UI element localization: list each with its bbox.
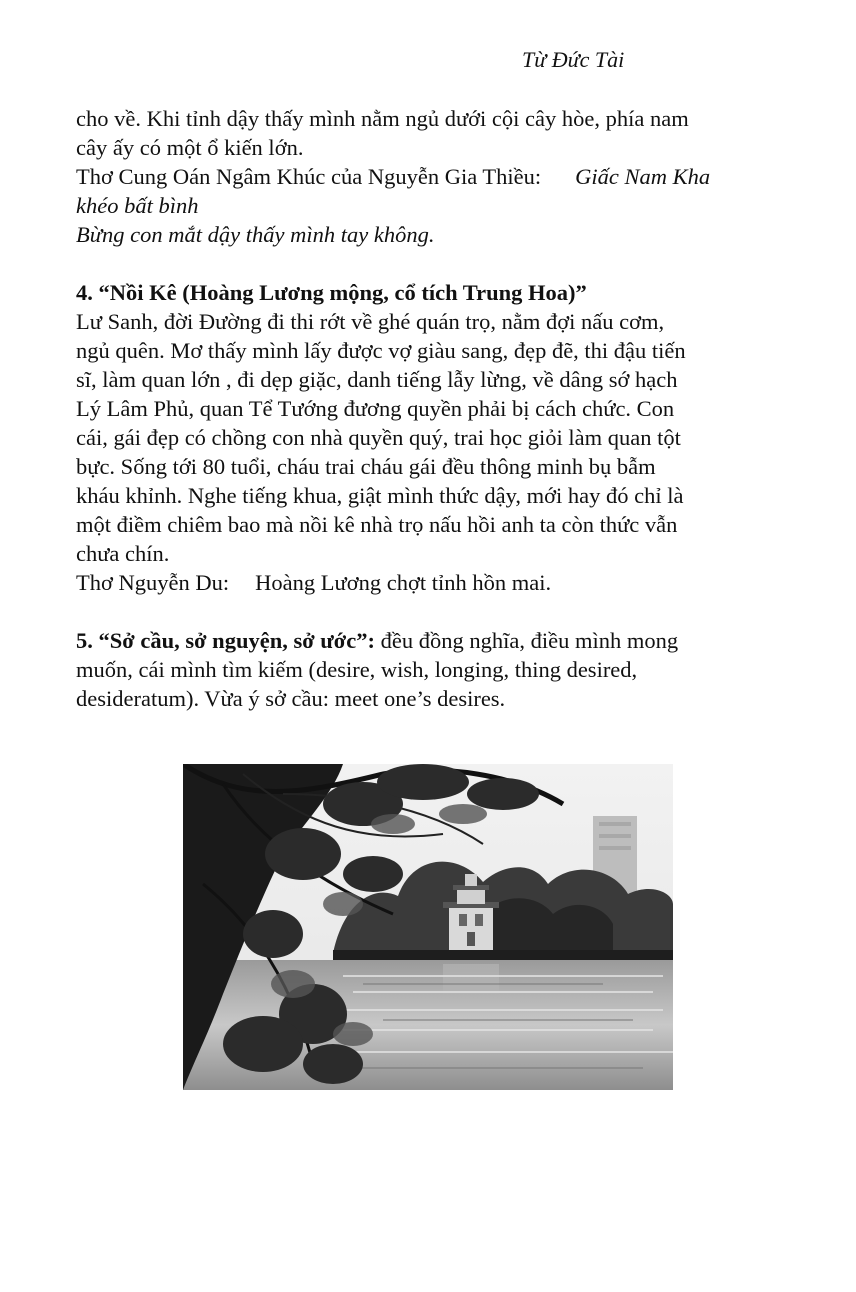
definition-text: đều đồng nghĩa, điều mình mong [375,628,679,653]
paragraph-line: Lý Lâm Phủ, quan Tể Tướng đương quyền phải bị cách chức. Con [76,396,675,421]
poem-intro-line [76,162,796,191]
section-heading: 5. “Sở cầu, sở nguyện, sở ước”: [76,628,375,653]
poem-verse: khéo bất bình [76,193,199,218]
paragraph-line: muốn, cái mình tìm kiếm (desire, wish, longing, thing desired, [76,657,638,682]
poem-citation-line [76,568,796,597]
poem-author: Thơ Nguyễn Du: [76,570,230,595]
running-header: Từ Đức Tài [522,47,625,72]
paragraph-line: desideratum). Vừa ý sở cầu: meet one’s desires. [76,686,506,711]
paragraph-line: kháu khỉnh. Nghe tiếng khua, giật mình thức dậy, mới hay đó chỉ là [76,483,684,508]
poem-intro: Thơ Cung Oán Ngâm Khúc của Nguyễn Gia Thiều: [76,164,542,189]
poem-verse: Bừng con mắt dậy thấy mình tay không. [76,222,435,247]
poem-verse: Giấc Nam Kha [575,164,711,189]
paragraph-line: sĩ, làm quan lớn , đi dẹp giặc, danh tiếng lẫy lừng, về dâng sớ hạch [76,367,678,392]
section-heading: 4. “Nồi Kê (Hoàng Lương mộng, cổ tích Trung Hoa)” [76,280,587,305]
paragraph-line: bực. Sống tới 80 tuổi, cháu trai cháu gái đều thông minh bụ bẫm [76,454,656,479]
paragraph-line: cây ấy có một ổ kiến lớn. [76,135,304,160]
paragraph-line: Lư Sanh, đời Đường đi thi rớt về ghé quán trọ, nằm đợi nấu cơm, [76,309,665,334]
definition-line [76,626,796,655]
poem-verse: Hoàng Lương chợt tỉnh hồn mai. [255,570,552,595]
paragraph-line: một điềm chiêm bao mà nồi kê nhà trọ nấu hồi anh ta còn thức vẫn [76,512,678,537]
body-text [76,104,796,713]
paragraph-line: chưa chín. [76,541,170,566]
paragraph-line: ngủ quên. Mơ thấy mình lấy được vợ giàu sang, đẹp đẽ, thi đậu tiến [76,338,686,363]
paragraph-line: cái, gái đẹp có chồng con nhà quyền quý, trai học giỏi làm quan tột [76,425,681,450]
paragraph-line: cho về. Khi tỉnh dậy thấy mình nằm ngủ dưới cội cây hòe, phía nam [76,106,689,131]
lake-with-tower-photo [183,764,673,1090]
